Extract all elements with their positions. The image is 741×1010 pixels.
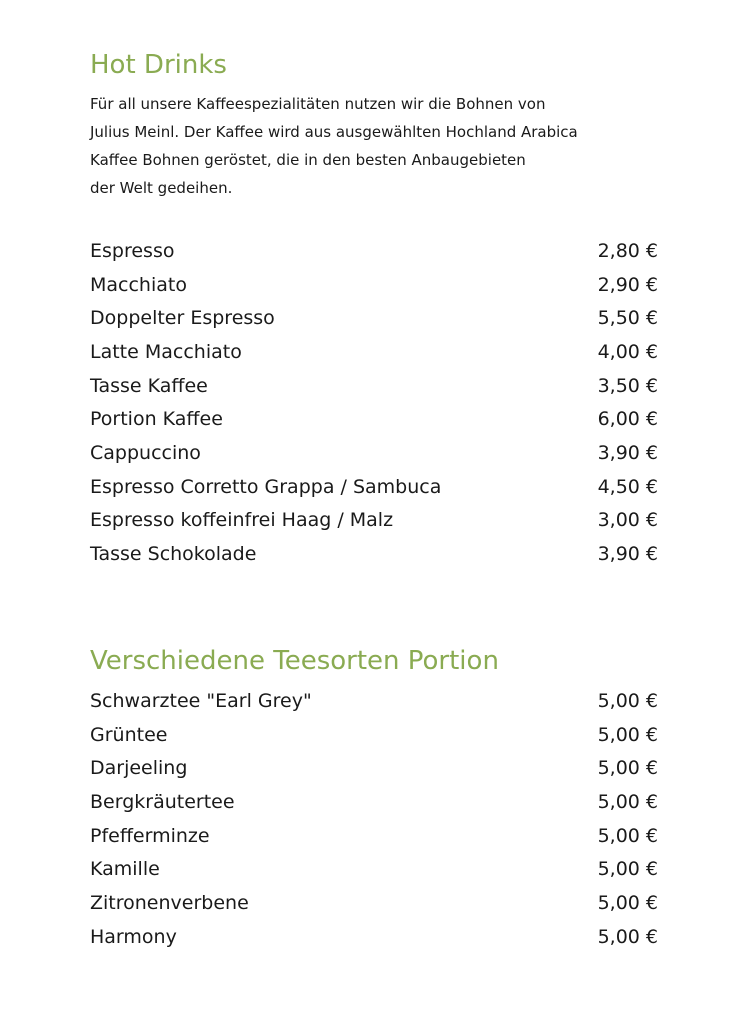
- item-name: Zitronenverbene: [90, 891, 249, 914]
- item-name: Tasse Schokolade: [90, 543, 257, 566]
- section-title-hot-drinks: Hot Drinks: [90, 50, 227, 80]
- item-price: 4,50 €: [597, 475, 658, 498]
- menu-item: [90, 234, 658, 268]
- menu-item: [90, 335, 658, 369]
- item-name: Cappuccino: [90, 441, 201, 464]
- menu-item: [90, 436, 658, 470]
- item-price: 3,50 €: [597, 374, 658, 397]
- item-price: 5,00 €: [597, 858, 658, 881]
- menu-item: [90, 920, 658, 954]
- item-name: Doppelter Espresso: [90, 307, 275, 330]
- item-name: Espresso Corretto Grappa / Sambuca: [90, 475, 442, 498]
- item-price: 2,80 €: [597, 239, 658, 262]
- section-title-tea: Verschiedene Teesorten Portion: [90, 646, 499, 676]
- item-price: 6,00 €: [597, 408, 658, 431]
- menu-item: [90, 470, 658, 504]
- intro-line: der Welt gedeihen.: [90, 179, 233, 197]
- item-price: 3,00 €: [597, 509, 658, 532]
- item-name: Tasse Kaffee: [90, 374, 208, 397]
- hot-drinks-list: [90, 234, 658, 571]
- intro-line: Kaffee Bohnen geröstet, die in den besten Anbaugebieten: [90, 151, 526, 169]
- hot-drinks-intro: [90, 90, 670, 202]
- item-name: Bergkräutertee: [90, 790, 235, 813]
- menu-item: [90, 504, 658, 538]
- item-name: Macchiato: [90, 273, 187, 296]
- item-price: 5,00 €: [597, 790, 658, 813]
- menu-item: [90, 268, 658, 302]
- item-name: Latte Macchiato: [90, 340, 242, 363]
- menu-item: [90, 402, 658, 436]
- item-name: Grüntee: [90, 723, 168, 746]
- item-name: Harmony: [90, 925, 177, 948]
- item-price: 3,90 €: [597, 543, 658, 566]
- item-name: Darjeeling: [90, 757, 188, 780]
- menu-item: [90, 369, 658, 403]
- item-price: 5,00 €: [597, 891, 658, 914]
- item-name: Schwarztee "Earl Grey": [90, 689, 312, 712]
- intro-line: Für all unsere Kaffeespezialitäten nutzen wir die Bohnen von: [90, 95, 546, 113]
- menu-item: [90, 785, 658, 819]
- item-price: 5,00 €: [597, 925, 658, 948]
- menu-item: [90, 684, 658, 718]
- item-name: Portion Kaffee: [90, 408, 223, 431]
- item-name: Pfefferminze: [90, 824, 210, 847]
- item-price: 3,90 €: [597, 441, 658, 464]
- item-name: Espresso: [90, 239, 175, 262]
- item-price: 2,90 €: [597, 273, 658, 296]
- item-price: 4,00 €: [597, 340, 658, 363]
- item-price: 5,00 €: [597, 757, 658, 780]
- intro-line: Julius Meinl. Der Kaffee wird aus ausgewählten Hochland Arabica: [90, 123, 578, 141]
- item-name: Espresso koffeinfrei Haag / Malz: [90, 509, 394, 532]
- item-price: 5,00 €: [597, 824, 658, 847]
- menu-item: [90, 852, 658, 886]
- menu-item: [90, 819, 658, 853]
- menu-item: [90, 751, 658, 785]
- menu-item: [90, 886, 658, 920]
- item-name: Kamille: [90, 858, 160, 881]
- menu-item: [90, 301, 658, 335]
- item-price: 5,00 €: [597, 723, 658, 746]
- item-price: 5,50 €: [597, 307, 658, 330]
- tea-list: [90, 684, 658, 954]
- item-price: 5,00 €: [597, 689, 658, 712]
- menu-item: [90, 718, 658, 752]
- menu-item: [90, 537, 658, 571]
